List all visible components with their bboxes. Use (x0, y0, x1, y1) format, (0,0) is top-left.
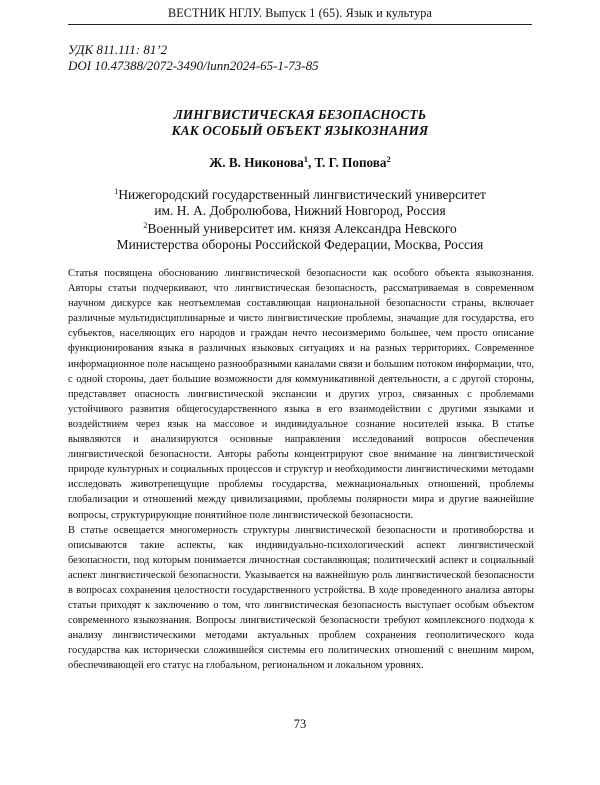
affiliation-1-line-1 (68, 186, 532, 203)
affiliation-text: Нижегородский государственный лингвистический университет (118, 187, 486, 202)
author-name: Ж. В. Никонова (209, 155, 304, 170)
authors-line (68, 154, 532, 171)
running-header: ВЕСТНИК НГЛУ. Выпуск 1 (65). Язык и культура (167, 6, 433, 20)
abstract-paragraph-2: В статье освещается многомерность структуры лингвистической безопасности и противоборства и описываются такие аспекты, как индивидуально-психологический аспект лингвистической безопасности, под которым понимается личностная составляющая; политический аспект и социальный аспект лингвистической безопасности. Указывается на важнейшую роль лингвистической безопасности в вопросах сохранения целостности государственного устройства. В ходе проведенного анализа авторы статьи приходят к заключению о том, что лингвистическая безопасность выступает особым объектом современного языкознания. Вопросы лингвистической безопасности требуют комплексного подхода к анализу лингвистическими методами актуальных проблем сохранения геополитического кода государства как исторически сложившейся системы его политических отношений с внешним миром, обеспечивающей его статус на глобальном, региональном и локальном уровнях. (68, 524, 534, 672)
affiliation-1-line-2: им. Н. А. Добролюбова, Нижний Новгород, Россия (154, 203, 446, 218)
author-name: Т. Г. Попова (314, 155, 387, 170)
doi-identifier[interactable]: DOI 10.47388/2072-3490/lunn2024-65-1-73-85 (68, 58, 319, 73)
header-rule (68, 24, 532, 25)
affiliation-text: Военный университет им. князя Александра Невского (147, 221, 457, 236)
abstract-paragraph-1: Статья посвящена обоснованию лингвистической безопасности как особого объекта языкознания. Авторы статьи подчеркивают, что лингвистическая безопасность, рассматриваемая в современном научном дискурсе как неотъемлемая составляющая национальной безопасности страны, включает различные мультидисциплинарные и чисто лингвистические проблемы, значащие для государства, его субъектов, населяющих его народов и граждан нечто несоизмеримо большее, чем просто описание функционирования языка в различных языковых ситуациях и на разных территориях. Современное информационное поле насыщено разнообразными каналами связи и большим потоком информации, что, с одной стороны, дает большие возможности для коммуникативной деятельности, а с другой стороны, представляет опасность лингвистической экспансии и других угроз, связанных с проблемами устойчивого развития общегосударственного языка в его взаимодействии с другими языками и воздействием через язык на массовое и индивидуальное сознание носителей языка. В статье выявляются и анализируются основные направления исследований вопросов обеспечения лингвистической безопасности. Авторы работы концентрируют свое внимание на лингвистической природе культурных и социальных процессов и структур и необходимости лингвистическими методами исследовать животрепещущие проблемы государства, межнациональных отношений, проблемы глобализации и отношений между цивилизациями, проблемы полярности мира и другие важнейшие вопросы, структурирующие понятийное поле лингвистической безопасности. (68, 268, 534, 521)
affiliation-mark: 2 (143, 220, 148, 230)
affiliation-2-line-1 (68, 220, 532, 237)
affiliation-2-line-2: Министерства обороны Российской Федерации, Москва, Россия (116, 237, 484, 252)
author-separator: , (307, 155, 315, 170)
author-affiliation-mark: 2 (386, 154, 391, 164)
page-number: 73 (293, 717, 307, 731)
udk-code: УДК 811.111: 81’2 (68, 42, 168, 57)
affiliation-mark: 1 (114, 186, 119, 196)
author-affiliation-mark: 1 (303, 154, 308, 164)
abstract (68, 266, 534, 674)
article-title-line-1: ЛИНГВИСТИЧЕСКАЯ БЕЗОПАСНОСТЬ (173, 107, 427, 122)
article-title-line-2: КАК ОСОБЫЙ ОБЪЕКТ ЯЗЫКОЗНАНИЯ (171, 123, 429, 138)
